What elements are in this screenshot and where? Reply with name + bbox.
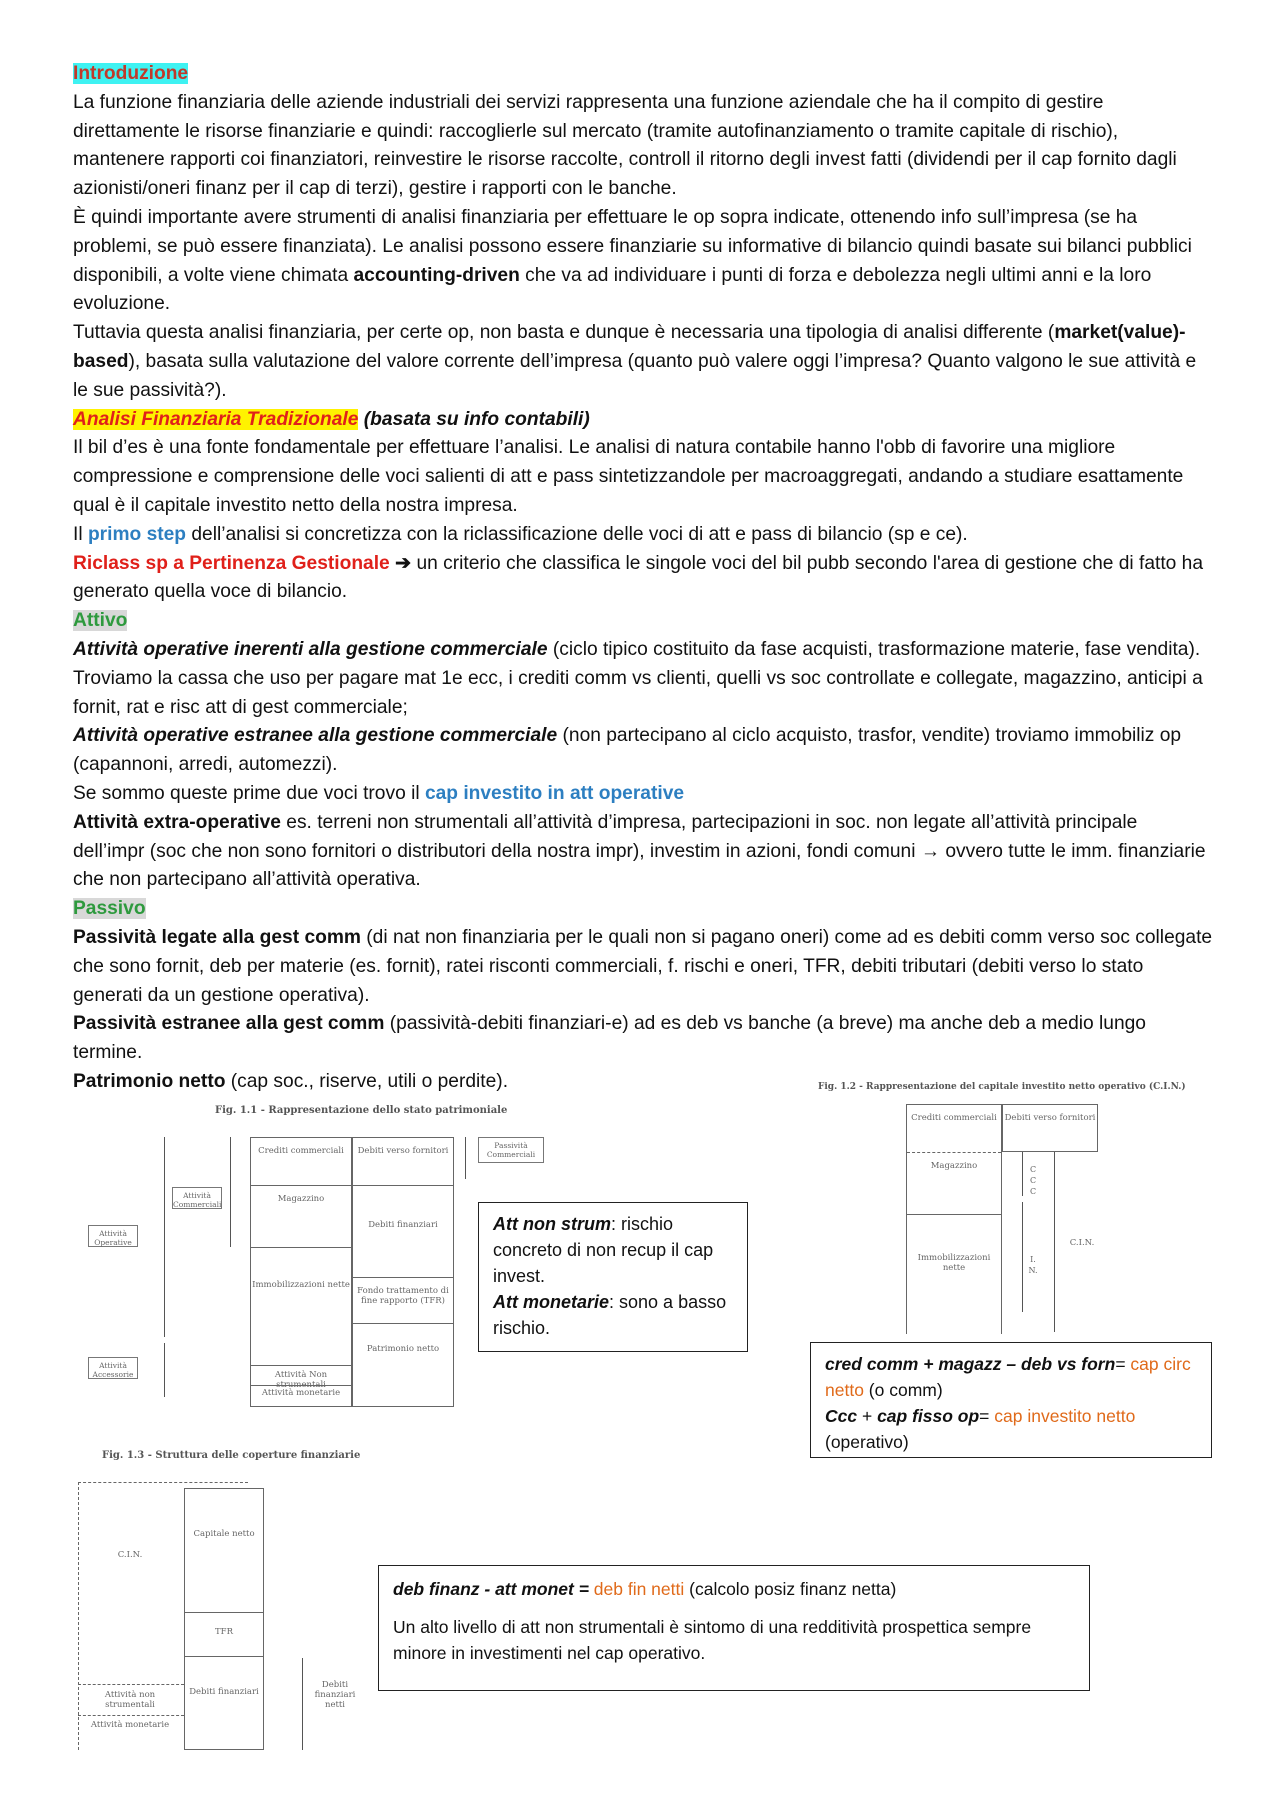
label-att-op: Attività Operative xyxy=(88,1225,138,1247)
arrow-icon: ➔ xyxy=(395,552,412,574)
dashed-line xyxy=(78,1482,248,1483)
attivo-item-2: Attività operative estranee alla gestione commerciale (non partecipano al ciclo acquisto, trasfor, vendite) troviamo immobiliz op (capannoni, arredi, automezzi). xyxy=(73,725,1182,776)
figure-caption: Fig. 1.2 - Rappresentazione del capitale investito netto operativo (C.I.N.) xyxy=(818,1082,1186,1092)
intro-paragraph-1: La funzione finanziaria delle aziende industriali dei servizi rappresenta una funzione aziendale che ha il compito di gestire direttamente le risorse finanziarie e quindi: raccoglierle sul mercato (tramite autofinanziamento o tramite capitale di rischio), mantenere rapporti coi finanziatori, reinvestire le risorse raccolte, controll il ritorno degli invest fatti (dividendi per il cap fornito dagli azionisti/oneri finanz per il cap di terzi), gestire i rapporti con le banche. xyxy=(73,91,1177,200)
figure-left-column xyxy=(250,1137,352,1407)
label-pass-comm: Passività Commerciali xyxy=(478,1137,544,1163)
brace-line xyxy=(302,1658,303,1750)
cell-debiti-fornitori: Debiti verso fornitori xyxy=(1004,1113,1096,1123)
label-att-comm: Attività Commerciali xyxy=(172,1187,222,1209)
cell-debiti-finanziari: Debiti finanziari xyxy=(353,1186,453,1278)
attivo-item-4: Attività extra-operative es. terreni non strumentali all’attività d’impresa, partecipazioni in soc. non legate all’attività principale dell’impr (soc che non sono fornitori o distributori della nostra impr), investim in azioni, fondi comuni → ovvero tutte le imm. finanziarie che non partecipano all’attività operativa. xyxy=(73,811,1206,891)
note-box-formulas: cred comm + magazz – deb vs forn= cap circ netto (o comm) Ccc + cap fisso op= cap investito netto (operativo) xyxy=(810,1342,1212,1458)
brace-line xyxy=(164,1343,165,1397)
label-att-non-strum: Attività non strumentali xyxy=(104,1690,156,1710)
cell-att-non-strum: Attività Non strumentali xyxy=(251,1366,351,1386)
analisi-paragraph-1: Il bil d’es è una fonte fondamentale per effettuare l’analisi. Le analisi di natura contabile hanno l'obb di favorire una migliore compressione e comprensione delle voci salienti di att e pass sintetizzandole per macroaggregati, andando a studiare esattamente qual è il capitale investito netto della nostra impresa. xyxy=(73,437,1184,516)
note-box-deb-fin-netti: deb finanz - att monet = deb fin netti (calcolo posiz finanz netta) Un alto livello di att non strumentali è sintomo di una redditività prospettica sempre minore in investimenti nel cap operativo. xyxy=(378,1565,1090,1691)
brace-line xyxy=(465,1137,466,1179)
figure-right-column xyxy=(184,1488,264,1750)
figure-1-2 xyxy=(810,1082,1210,1347)
brace-line xyxy=(164,1137,165,1337)
cell-magazzino: Magazzino xyxy=(907,1153,1001,1215)
cell-crediti: Crediti commerciali xyxy=(251,1138,351,1186)
section-title-attivo: Attivo xyxy=(73,610,128,632)
attivo-item-1: Attività operative inerenti alla gestione commerciale (ciclo tipico costituito da fase acquisti, trasformazione materie, fase vendita). Troviamo la cassa che uso per pagare mat 1e ecc, i crediti comm vs clienti, quelli vs soc controllate e collegate, magazzino, anticipi a fornit, rat e risc att di gest commerciale; xyxy=(73,638,1203,718)
section-title-analisi: Analisi Finanziaria Tradizionale (basata su info contabili) xyxy=(73,408,590,430)
label-debiti-fin-netti: Debiti finanziari netti xyxy=(314,1680,356,1710)
attivo-item-3: Se sommo queste prime due voci trovo il cap investito in att operative xyxy=(73,782,685,804)
label-ccc: C C C xyxy=(1029,1165,1037,1196)
figure-caption: Fig. 1.3 - Struttura delle coperture finanziarie xyxy=(102,1450,361,1461)
passivo-item-1: Passività legate alla gest comm (di nat non finanziaria per le quali non si pagano oneri) come ad es debiti comm verso soc collegate che sono fornit, deb per materie (es. fornit), ratei risconti commerciali, f. rischi e oneri, TFR, debiti tributari (debiti verso lo stato generati da un gestione operativa). xyxy=(73,926,1213,1006)
cell-immobilizzazioni: Immobilizzazioni nette xyxy=(917,1253,991,1273)
brace-line xyxy=(230,1137,231,1247)
analisi-paragraph-2: Il primo step dell’analisi si concretizza con la riclassificazione delle voci di att e pass di bilancio (sp e ce). xyxy=(73,523,968,545)
label-cin: C.I.N. xyxy=(117,1550,143,1560)
dashed-line xyxy=(78,1684,184,1685)
label-att-monetarie: Attività monetarie xyxy=(90,1720,170,1730)
label-cin: C.I.N. xyxy=(1069,1238,1095,1248)
passivo-item-2: Passività estranee alla gest comm (passività-debiti finanziari-e) ad es deb vs banche (a breve) ma anche deb a medio lungo termine. xyxy=(73,1013,1146,1064)
cell-capitale-netto: Capitale netto xyxy=(185,1489,263,1613)
intro-paragraph-2: È quindi importante avere strumenti di analisi finanziaria per effettuare le op sopra indicate, ottenendo info sull’impresa (se ha problemi, se può essere finanziata). Le analisi possono essere finanziarie su informative di bilancio quindi basate sui bilanci pubblici disponibili, a volte viene chimata accounting-driven che va ad individuare i punti di forza e debolezza negli ultimi anni e la loro evoluzione. xyxy=(73,206,1192,315)
cell-att-monetarie: Attività monetarie xyxy=(261,1388,341,1398)
cell-debiti-finanziari: Debiti finanziari xyxy=(189,1687,259,1697)
section-title-passivo: Passivo xyxy=(73,898,146,920)
analisi-paragraph-3: Riclass sp a Pertinenza Gestionale ➔ un criterio che classifica le singole voci del bil pubb secondo l'area di gestione che di fatto ha generato quella voce di bilancio. xyxy=(73,552,1204,603)
cell-magazzino: Magazzino xyxy=(251,1186,351,1248)
document-body xyxy=(73,60,1213,1097)
section-title-introduzione: Introduzione xyxy=(73,63,189,84)
figure-1-3 xyxy=(70,1450,390,1750)
intro-paragraph-3: Tuttavia questa analisi finanziaria, per certe op, non basta e dunque è necessaria una tipologia di analisi differente (market(value)-based), basata sulla valutazione del valore corrente dell’impresa (quanto può valere oggi l’impresa? Quanto valgono le sue attività e le sue passività?). xyxy=(73,322,1197,401)
note-box-att-non-strum: Att non strum: rischio concreto di non recup il cap invest. Att monetarie: sono a basso rischio. xyxy=(478,1202,748,1352)
brace-line xyxy=(1022,1152,1023,1196)
cell-immobilizzazioni: Immobilizzazioni nette xyxy=(251,1248,351,1366)
figure-left-column xyxy=(906,1104,1002,1334)
dashed-line xyxy=(78,1482,79,1750)
figure-caption: Fig. 1.1 - Rappresentazione dello stato patrimoniale xyxy=(215,1105,508,1116)
brace-line xyxy=(1054,1152,1055,1332)
cell-patrimonio: Patrimonio netto xyxy=(366,1344,440,1354)
dashed-line xyxy=(78,1715,184,1716)
brace-line xyxy=(1022,1202,1023,1312)
passivo-item-3: Patrimonio netto (cap soc., riserve, utili o perdite). xyxy=(73,1070,509,1092)
cell-debiti-fornitori: Debiti verso fornitori xyxy=(353,1138,453,1186)
cell-crediti: Crediti commerciali xyxy=(907,1105,1001,1153)
cell-tfr: TFR xyxy=(185,1613,263,1657)
cell-tfr: Fondo trattamento di fine rapporto (TFR) xyxy=(353,1278,453,1324)
figure-right-column xyxy=(1002,1104,1098,1152)
label-att-acc: Attività Accessorie xyxy=(88,1357,138,1379)
figure-right-column xyxy=(352,1137,454,1407)
label-in: I. N. xyxy=(1028,1255,1038,1275)
